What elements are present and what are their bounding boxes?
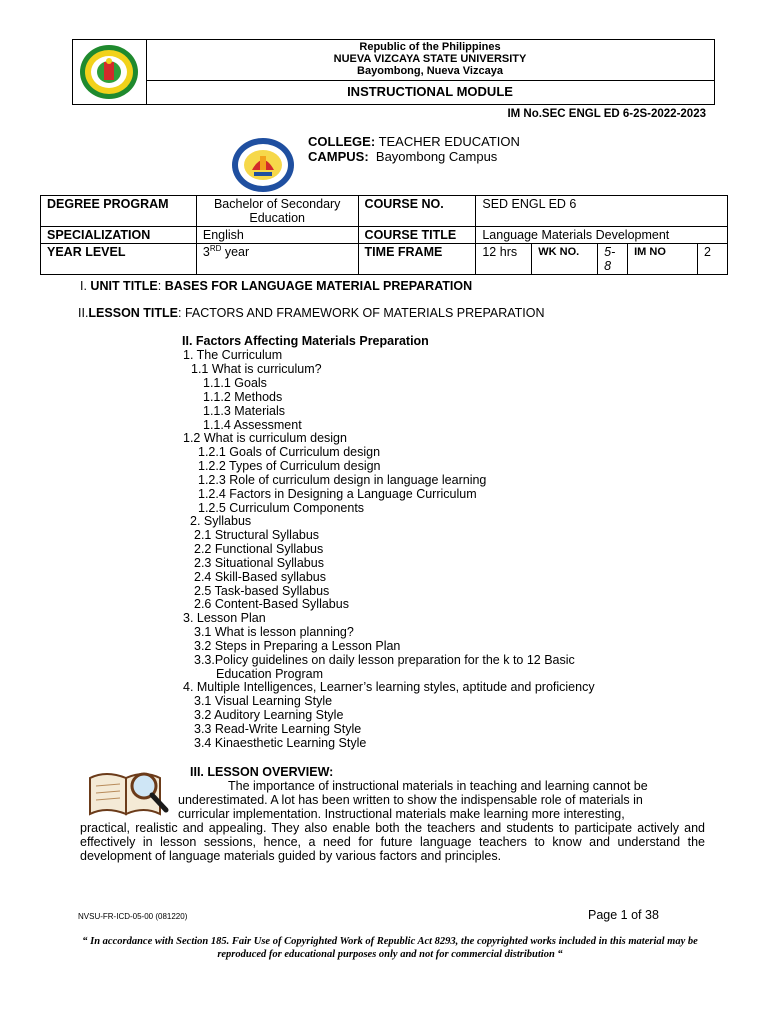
unit-title: [80, 279, 472, 293]
campus-value: Bayombong Campus: [375, 149, 498, 164]
header-university-info: [146, 40, 714, 81]
week-no-value: 5-8: [598, 244, 628, 275]
lesson-value: : FACTORS AND FRAMEWORK OF MATERIALS PREPARATION: [178, 306, 545, 320]
logo-cell: [73, 40, 147, 104]
lesson-prefix: II.: [78, 306, 89, 320]
list-item: 1.2.2 Types of Curriculum design: [198, 459, 381, 473]
course-no-value: SED ENGL ED 6: [476, 196, 728, 227]
form-code: NVSU-FR-ICD-05-00 (081220): [78, 912, 188, 921]
im-no-label: IM NO: [628, 244, 698, 275]
year-level-word: year: [221, 245, 250, 259]
list-item: 1.1.3 Materials: [203, 404, 285, 418]
campus-row: [308, 149, 520, 164]
table-row: [41, 227, 728, 244]
degree-program-value: Bachelor of Secondary Education: [196, 196, 358, 227]
im-no-value: 2: [697, 244, 727, 275]
list-item: 2.5 Task-based Syllabus: [194, 584, 330, 598]
list-item: 4. Multiple Intelligences, Learner’s learning styles, aptitude and proficiency: [183, 680, 595, 694]
overview-paragraph: practical, realistic and appealing. They also enable both the teachers and students to participate actively and effectively in lesson sessions, hence, a need for future language teachers to know and understand the development of language materials guided by various factors and principles.: [80, 821, 705, 863]
list-item: 3.1 What is lesson planning?: [194, 625, 354, 639]
list-item: 2.1 Structural Syllabus: [194, 528, 320, 542]
table-row: [41, 244, 728, 275]
unit-prefix: I.: [80, 279, 91, 293]
overview-heading: III. LESSON OVERVIEW:: [190, 765, 334, 779]
list-item: 3. Lesson Plan: [183, 611, 266, 625]
course-title-label: COURSE TITLE: [358, 227, 476, 244]
list-item: 2. Syllabus: [190, 514, 252, 528]
course-title-value: Language Materials Development: [476, 227, 728, 244]
overview-line-1: The importance of instructional materials in teaching and learning cannot be: [228, 779, 648, 793]
college-row: [308, 134, 520, 149]
list-item: 1.2.5 Curriculum Components: [198, 501, 365, 515]
degree-program-label: DEGREE PROGRAM: [41, 196, 197, 227]
document-header: [72, 39, 715, 105]
header-location: Bayombong, Nueva Vizcaya: [357, 65, 503, 77]
campus-label: CAMPUS:: [308, 149, 369, 164]
unit-value: BASES FOR LANGUAGE MATERIAL PREPARATION: [164, 279, 473, 293]
year-level-suffix: RD: [209, 243, 222, 253]
list-item: 1.1 What is curriculum?: [191, 362, 322, 376]
lesson-title: [78, 306, 545, 320]
list-item: 3.3.Policy guidelines on daily lesson preparation for the k to 12 Basic: [194, 653, 575, 667]
college-label: COLLEGE:: [308, 134, 376, 149]
im-number: IM No.SEC ENGL ED 6-2S-2022-2023: [507, 108, 706, 120]
list-item: 2.3 Situational Syllabus: [194, 556, 324, 570]
list-item: 3.2 Steps in Preparing a Lesson Plan: [194, 639, 401, 653]
list-item: 2.6 Content-Based Syllabus: [194, 597, 349, 611]
book-magnifier-icon: [86, 766, 170, 820]
list-item: 3.3 Read-Write Learning Style: [194, 722, 362, 736]
list-item: Education Program: [216, 667, 324, 681]
time-frame-value: 12 hrs: [476, 244, 532, 275]
unit-label: UNIT TITLE: [90, 279, 158, 293]
list-item: 1.1.1 Goals: [203, 376, 267, 390]
college-seal-icon: [230, 136, 296, 194]
list-item: 3.2 Auditory Learning Style: [194, 708, 344, 722]
header-republic: Republic of the Philippines: [359, 41, 501, 53]
page-number: Page 1 of 38: [588, 908, 659, 922]
list-item: 1.2.3 Role of curriculum design in language learning: [198, 473, 487, 487]
overview-line-2: underestimated. A lot has been written to show the indispensable role of materials in: [178, 793, 643, 807]
header-university-name: NUEVA VIZCAYA STATE UNIVERSITY: [333, 53, 527, 65]
university-seal-icon: [73, 40, 146, 104]
module-title: INSTRUCTIONAL MODULE: [347, 84, 513, 99]
list-item: 1.2.4 Factors in Designing a Language Curriculum: [198, 487, 477, 501]
week-no-label: WK NO.: [532, 244, 598, 275]
time-frame-label: TIME FRAME: [358, 244, 476, 275]
specialization-label: SPECIALIZATION: [41, 227, 197, 244]
lesson-label: LESSON TITLE: [88, 306, 179, 320]
list-item: 1. The Curriculum: [183, 348, 283, 362]
overview-line-3: curricular implementation. Instructional materials make learning more interesting,: [178, 807, 625, 821]
list-item: 1.1.4 Assessment: [203, 418, 302, 432]
unit-sep: :: [157, 279, 165, 293]
list-item: 1.2 What is curriculum design: [183, 431, 347, 445]
year-level-value: [196, 244, 358, 275]
header-module-cell: [146, 80, 714, 104]
course-no-label: COURSE NO.: [358, 196, 476, 227]
table-row: [41, 196, 728, 227]
list-item: 2.4 Skill-Based syllabus: [194, 570, 327, 584]
list-item: 1.2.1 Goals of Curriculum design: [198, 445, 381, 459]
factors-heading: II. Factors Affecting Materials Preparation: [182, 334, 429, 348]
list-item: 1.1.2 Methods: [203, 390, 283, 404]
course-info-table: [40, 195, 728, 275]
college-info: [308, 134, 520, 164]
year-level-number: 3: [202, 245, 210, 259]
year-level-label: YEAR LEVEL: [41, 244, 197, 275]
list-item: 3.4 Kinaesthetic Learning Style: [194, 736, 367, 750]
list-item: 3.1 Visual Learning Style: [194, 694, 333, 708]
copyright-notice: “ In accordance with Section 185. Fair Use of Copyrighted Work of Republic Act 8293, the copyrighted works included in this material may be reproduced for educational purposes only and not for commercial distribution “: [82, 936, 698, 960]
specialization-value: English: [196, 227, 358, 244]
college-value: TEACHER EDUCATION: [378, 134, 520, 149]
list-item: 2.2 Functional Syllabus: [194, 542, 324, 556]
